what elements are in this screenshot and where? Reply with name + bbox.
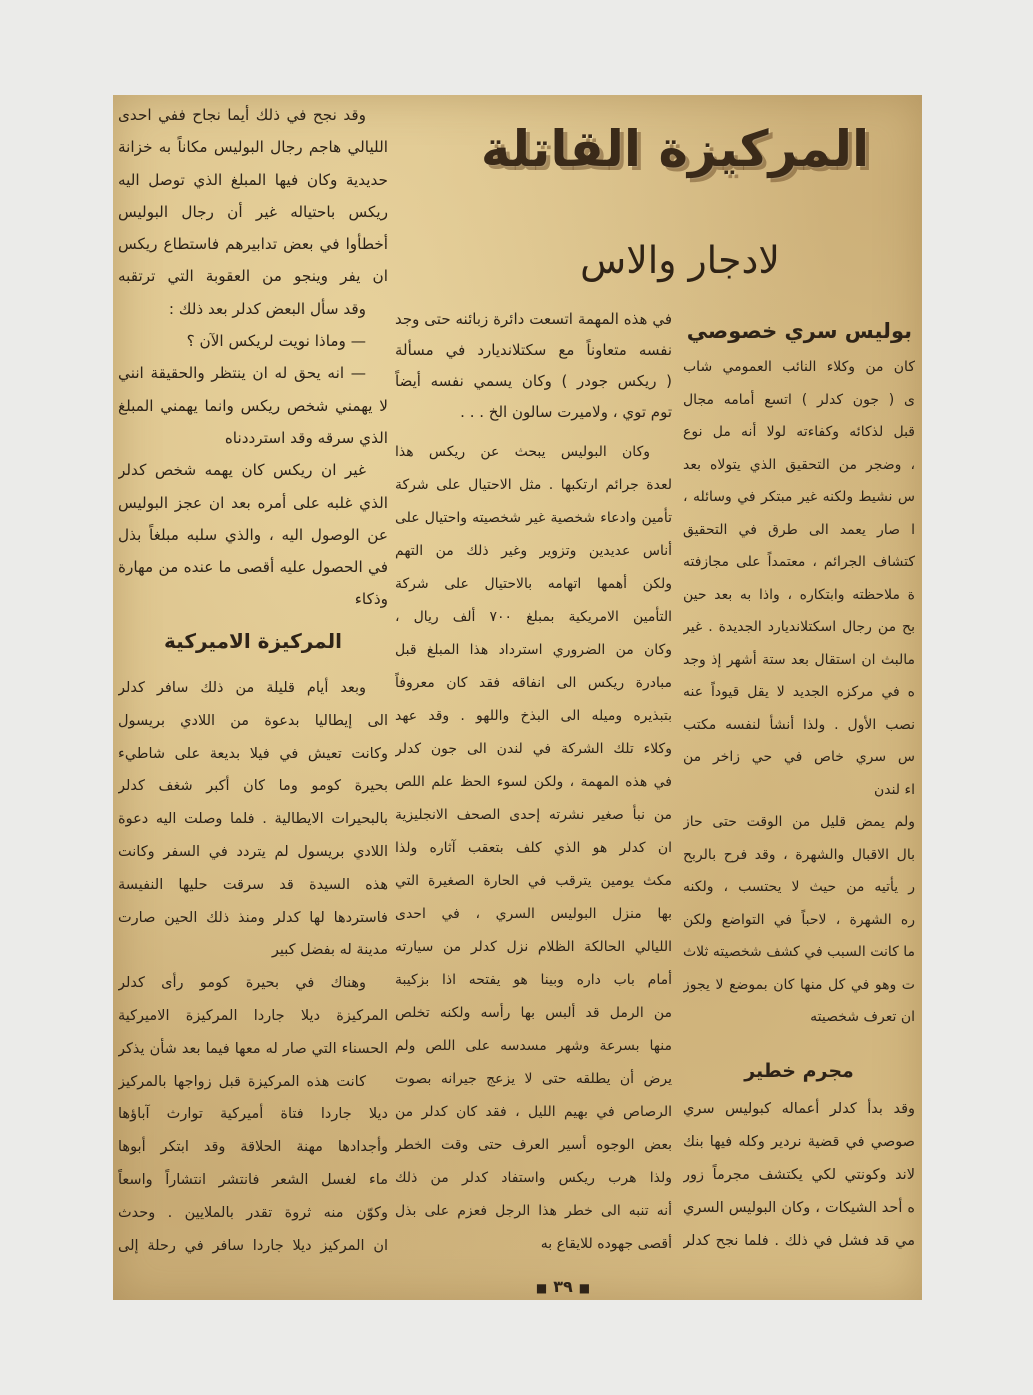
text-line: قبل لذكائه وكفاءته لولا أنه مل نوع (683, 424, 915, 440)
article-title: المركيزة القاتلة (480, 120, 870, 178)
text-line: وكان من الضروري استرداد هذا المبلغ قبل (395, 642, 672, 658)
text-line: الرصاص في بهيم الليل ، فقد كان كدلر من (395, 1104, 672, 1120)
text-line: بال الاقبال والشهرة ، وقد فرح بالربح (683, 846, 915, 863)
text-line: لا يهمني شخص ريكس وانما يهمني المبلغ (118, 396, 388, 415)
text-line: أمام باب داره وبينا هو يفتحه اذا بزكيبة (395, 972, 672, 988)
text-line: عن الوصول اليه ، والذي سلبه مبلغاً بذل (118, 525, 388, 544)
text-line: الذي سرقه وقد استرددناه (224, 428, 388, 447)
text-line: الليالي هاجم رجال البوليس مكاناً به خزانة (118, 138, 388, 157)
text-line: في الحصول عليه أقصى ما عنده من مهارة (118, 558, 388, 577)
text-line: الى إيطاليا بدعوة من اللادي بريسول (118, 712, 388, 729)
column-middle-block-1 (395, 304, 672, 428)
text-line: الذي غلبه على أمره بعد ان عجز البوليس (118, 493, 388, 512)
text-line: ة ملاحظته وابتكاره ، واذا به بعد حين (683, 586, 915, 603)
magazine-page (113, 95, 922, 1300)
text-line: أخطأوا في بعض تدابيرهم فاستطاع ريكس (118, 235, 388, 254)
text-line: وقد بدأ كدلر أعماله كبوليس سري (683, 1101, 915, 1117)
text-line: بح من رجال اسكتلانديارد الجديدة . غير (683, 619, 915, 635)
text-line: غير ان ريكس كان يهمه شخص كدلر (118, 461, 366, 480)
text-line: من الرمل قد ألبس بها رأسه ولكنه تخلص (395, 1005, 672, 1021)
text-line: نصب الأول . ولذا أنشأ لنفسه مكتب (683, 716, 915, 733)
text-line: أقصى جهوده للايقاع به (540, 1236, 672, 1252)
column-right-block-1 (683, 351, 915, 1034)
text-line: صوصي في قضية نردير وكله فيها بنك (683, 1134, 915, 1150)
text-line: ان يفر وينجو من العقوبة التي ترتقبه (118, 267, 388, 286)
text-line: ديلا جاردا فتاة أميركية توارث آباؤها (118, 1106, 388, 1123)
text-line: في هذه المهمة ، ولكن لسوء الحظ علم اللص (395, 774, 672, 790)
text-line: لاند وكونتي لكي يكتشف مجرماً زور (683, 1167, 915, 1183)
page-marker: ■ (578, 1281, 591, 1295)
section-heading: بوليس سري خصوصي (686, 319, 912, 343)
page-footer (453, 1275, 673, 1299)
text-line: وكان البوليس يبحث عن ريكس هذا (395, 444, 650, 460)
text-line: من نبأ صغير نشرته إحدى الصحف الانجليزية (395, 807, 672, 823)
text-line: كانت هذه المركيزة قبل زواجها بالمركيز (118, 1073, 366, 1090)
text-line: ى ( جون كدلر ) اتسع أمامه مجال (683, 391, 915, 408)
text-line: ا صار يعمد الى طرق في التحقيق (683, 521, 915, 538)
text-line: فاستردها لها كدلر ومنذ ذلك الحين صارت (118, 909, 388, 926)
text-line: لعدة جرائم ارتكبها . مثل الاحتيال على شركة (395, 477, 672, 493)
text-line: بها منزل البوليس السري ، في احدى (395, 906, 672, 922)
text-line: بعض الوجوه أسير العرف حتى وقت الخطر (395, 1137, 672, 1153)
text-line: مي قد فشل في ذلك . فلما نجح كدلر (683, 1233, 915, 1249)
text-line: وكانت تعيش في فيلا بديعة على شاطيء (118, 745, 388, 762)
text-line: س نشيط ولكنه غير مبتكر في وسائله ، (683, 489, 915, 505)
text-line: — وماذا نويت لريكس الآن ؟ (186, 332, 366, 351)
column-left-block-2 (118, 672, 388, 1262)
text-line: ت وهو في كل منها كان بموضع لا يجوز (683, 976, 915, 993)
text-line: توم توي ، ولاميرت سالون الخ . . . (460, 403, 672, 421)
article-byline: لادجار والاس (580, 238, 780, 282)
text-line: ( ريكس جودر ) وكان يسمي نفسه أيضاً (395, 372, 672, 390)
text-line: بتبذيره وميله الى البذخ واللهو . وقد عهد (395, 708, 672, 724)
text-line: ان كدلر هو الذي كلف بتعقب آثاره ولذا (395, 840, 672, 856)
text-line: ولذا هرب ريكس واستفاد كدلر من ذلك (395, 1170, 672, 1186)
text-line: وبعد أيام قليلة من ذلك سافر كدلر (118, 680, 366, 696)
text-line: اللادي بريسول لم يتردد في السفر وكانت (118, 843, 388, 860)
text-line: ان المركيز ديلا جاردا سافر في رحلة إلى (118, 1237, 388, 1254)
text-line: وهناك في بحيرة كومو رأى كدلر (118, 975, 366, 992)
column-left-block-1 (118, 99, 388, 616)
text-line: مبادرة ريكس الى انفاقه فقد كان معروفاً (395, 675, 672, 691)
text-line: يرض أن يطلقه حتى لا يزعج جيرانه بصوت (395, 1071, 672, 1087)
text-line: في هذه المهمة اتسعت دائرة زبائنه حتى وجد (395, 310, 672, 328)
text-line: ان تعرف شخصيته (810, 1009, 915, 1025)
text-line: وأجدادها مهنة الحلاقة وقد ابتكر أبوها (118, 1139, 388, 1156)
text-line: أناس عديدين وتزوير وغير ذلك من التهم (395, 543, 672, 559)
text-line: حديدية وكان فيها المبلغ الذي توصل اليه (118, 170, 388, 189)
text-line: — انه يحق له ان ينتظر والحقيقة انني (118, 364, 366, 383)
text-line: ماء لغسل الشعر فانتشر انتشاراً واسعاً (118, 1171, 388, 1188)
text-line: بحيرة كومو وما كان أكبر شغف كدلر (118, 778, 388, 795)
text-line: ، وضجر من التحقيق الذي يتولاه بعد (683, 456, 915, 473)
text-line: الليالي الحالكة الظلام نزل كدلر من سيارته (395, 939, 672, 955)
section-heading: المركيزة الاميركية (164, 629, 342, 653)
text-line: ولكن أهمها اتهامه بالاحتيال على شركة (395, 576, 672, 592)
text-line: نفسه متعاوناً مع سكتلانديارد في مسألة (395, 341, 672, 359)
text-line: ره الشهرة ، لاحباً في التواضع ولكن (683, 911, 915, 928)
text-line: س سري خاص في حي زاخر من (683, 749, 915, 765)
text-line: وكوّن منه ثروة تقدر بالملايين . وحدث (118, 1204, 388, 1221)
text-line: مدينة له بفضل كبير (271, 942, 388, 959)
text-line: هذه السيدة قد سرقت حليها النفيسة (118, 876, 388, 893)
text-line: كتشاف الجرائم ، معتمداً على مجازفته (683, 554, 915, 570)
text-line: المركيزة ديلا جاردا المركيزة الاميركية (118, 1007, 388, 1024)
text-line: وقد سأل البعض كدلر بعد ذلك : (168, 299, 366, 318)
page-marker: ■ (535, 1281, 548, 1295)
text-line: التأمين الامريكية بمبلغ ٧٠٠ ألف ريال ، (395, 609, 672, 625)
text-line: الحسناء التي صار له معها فيما بعد شأن يذكر (118, 1040, 388, 1057)
text-line: مالبث ان استقال بعد ستة أشهر إذ وجد (683, 651, 915, 668)
text-line: وكلاء تلك الشركة في لندن الى جون كدلر (395, 741, 672, 757)
text-line: بالبحيرات الايطالية . فلما وصلت اليه دعوة (118, 811, 388, 828)
text-line: أنه تنبه الى خطر هذا الرجل فعزم على بذل (395, 1203, 672, 1219)
text-line: كان من وكلاء النائب العمومي شاب (683, 359, 915, 375)
text-line: ر يأتيه من حيث لا يحتسب ، ولكنه (683, 879, 915, 895)
column-right-block-2 (683, 1093, 915, 1258)
text-line: ه في مركزه الجديد لا يقل قيوداً عنه (683, 684, 915, 700)
text-line: وقد نجح في ذلك أيما نجاح ففي احدى (118, 106, 366, 124)
text-line: منها بسرعة وشهر مسدسه على اللص ولم (395, 1038, 672, 1054)
text-line: ولم يمض قليل من الوقت حتى حاز (683, 814, 915, 830)
page-number: ٣٩ (553, 1277, 573, 1296)
text-line: وذكاء (354, 590, 388, 609)
text-line: ما كانت السبب في كشف شخصيته ثلاث (683, 944, 915, 960)
text-line: مكث يومين يترقب في الحارة الصغيرة التي (395, 873, 672, 889)
text-line: تأمين وادعاء شخصية غير شخصيته واحتيال على (395, 510, 672, 526)
text-line: ه أحد الشيكات ، وكان البوليس السري (683, 1200, 915, 1216)
section-heading: مجرم خطير (744, 1060, 854, 1082)
text-line: اء لندن (873, 781, 915, 798)
column-middle-block-2 (395, 436, 672, 1261)
text-line: ريكس باحتياله غير أن رجال البوليس (118, 202, 388, 221)
